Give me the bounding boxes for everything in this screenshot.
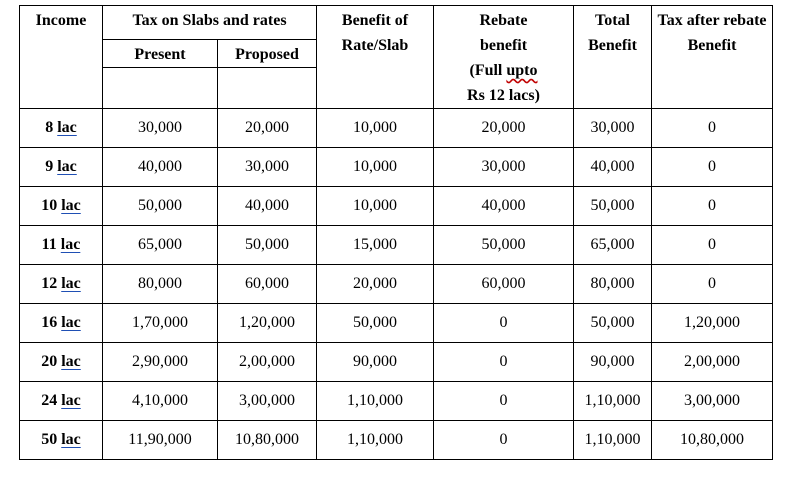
proposed-tax-cell: 2,00,000	[218, 343, 317, 382]
income-unit: lac	[61, 275, 81, 292]
rebate-header-line4: Rs 12 lacs)	[467, 87, 540, 104]
present-tax-cell: 2,90,000	[103, 343, 218, 382]
present-tax-cell: 1,70,000	[103, 304, 218, 343]
table-row	[20, 148, 773, 187]
benefit-cell: 50,000	[317, 304, 434, 343]
present-tax-cell: 40,000	[103, 148, 218, 187]
tax-after-cell: 0	[652, 226, 773, 265]
tax-after-rebate-header: Tax after rebate Benefit	[652, 6, 773, 109]
tax-after-cell: 0	[652, 187, 773, 226]
table-row	[20, 304, 773, 343]
income-amount: 11	[41, 236, 57, 253]
proposed-tax-cell: 1,20,000	[218, 304, 317, 343]
income-amount: 24	[41, 392, 58, 409]
tax-after-cell: 2,00,000	[652, 343, 773, 382]
rebate-cell: 0	[434, 304, 574, 343]
rebate-header-line3b: upto	[506, 62, 538, 79]
total-benefit-cell: 50,000	[574, 304, 652, 343]
tax-slabs-header: Tax on Slabs and rates	[103, 6, 317, 40]
table-row	[20, 343, 773, 382]
table-row	[20, 382, 773, 421]
tax-comparison-table	[19, 5, 773, 460]
present-subheader-spacer	[103, 68, 218, 109]
income-unit: lac	[61, 392, 81, 409]
rebate-cell: 0	[434, 343, 574, 382]
total-benefit-header: Total Benefit	[574, 6, 652, 109]
income-amount: 8	[45, 119, 54, 136]
income-cell	[20, 109, 103, 148]
rebate-cell: 40,000	[434, 187, 574, 226]
table-row	[20, 109, 773, 148]
tax-after-cell: 0	[652, 265, 773, 304]
tax-after-cell: 0	[652, 109, 773, 148]
income-cell	[20, 265, 103, 304]
total-benefit-cell: 40,000	[574, 148, 652, 187]
rebate-benefit-header	[434, 6, 574, 109]
table-row	[20, 226, 773, 265]
income-cell	[20, 187, 103, 226]
benefit-cell: 10,000	[317, 187, 434, 226]
proposed-tax-cell: 40,000	[218, 187, 317, 226]
income-cell	[20, 421, 103, 460]
income-unit: lac	[57, 158, 77, 175]
income-cell	[20, 382, 103, 421]
income-amount: 12	[41, 275, 58, 292]
present-tax-cell: 30,000	[103, 109, 218, 148]
rebate-header-line1: Rebate	[479, 12, 528, 29]
income-unit: lac	[61, 314, 81, 331]
proposed-tax-cell: 3,00,000	[218, 382, 317, 421]
income-unit: lac	[61, 197, 81, 214]
income-unit: lac	[61, 431, 81, 448]
total-benefit-cell: 1,10,000	[574, 421, 652, 460]
present-tax-cell: 65,000	[103, 226, 218, 265]
benefit-cell: 15,000	[317, 226, 434, 265]
rebate-cell: 30,000	[434, 148, 574, 187]
income-amount: 20	[41, 353, 58, 370]
rebate-cell: 50,000	[434, 226, 574, 265]
proposed-subheader-spacer	[218, 68, 317, 109]
benefit-cell: 10,000	[317, 148, 434, 187]
tax-comparison-table-container	[19, 5, 772, 460]
total-benefit-cell: 30,000	[574, 109, 652, 148]
proposed-tax-cell: 10,80,000	[218, 421, 317, 460]
income-amount: 10	[41, 197, 58, 214]
present-tax-cell: 80,000	[103, 265, 218, 304]
income-cell	[20, 304, 103, 343]
benefit-cell: 10,000	[317, 109, 434, 148]
total-benefit-cell: 65,000	[574, 226, 652, 265]
rebate-cell: 0	[434, 421, 574, 460]
benefit-rate-slab-header: Benefit of Rate/Slab	[317, 6, 434, 109]
income-amount: 16	[41, 314, 58, 331]
benefit-cell: 90,000	[317, 343, 434, 382]
present-tax-cell: 11,90,000	[103, 421, 218, 460]
tax-after-cell: 0	[652, 148, 773, 187]
proposed-tax-cell: 20,000	[218, 109, 317, 148]
income-unit: lac	[61, 353, 81, 370]
proposed-tax-cell: 30,000	[218, 148, 317, 187]
tax-after-cell: 10,80,000	[652, 421, 773, 460]
rebate-cell: 20,000	[434, 109, 574, 148]
income-amount: 9	[45, 158, 54, 175]
rebate-cell: 60,000	[434, 265, 574, 304]
table-row	[20, 265, 773, 304]
income-unit: lac	[60, 236, 81, 253]
proposed-tax-cell: 50,000	[218, 226, 317, 265]
table-row	[20, 187, 773, 226]
proposed-tax-cell: 60,000	[218, 265, 317, 304]
total-benefit-cell: 90,000	[574, 343, 652, 382]
total-benefit-cell: 80,000	[574, 265, 652, 304]
rebate-cell: 0	[434, 382, 574, 421]
proposed-subheader: Proposed	[218, 40, 317, 68]
total-benefit-cell: 1,10,000	[574, 382, 652, 421]
benefit-cell: 1,10,000	[317, 421, 434, 460]
present-subheader: Present	[103, 40, 218, 68]
income-unit: lac	[57, 119, 77, 136]
income-header: Income	[20, 6, 103, 109]
present-tax-cell: 50,000	[103, 187, 218, 226]
total-benefit-cell: 50,000	[574, 187, 652, 226]
income-cell	[20, 343, 103, 382]
benefit-cell: 1,10,000	[317, 382, 434, 421]
tax-after-cell: 1,20,000	[652, 304, 773, 343]
rebate-header-line2: benefit	[479, 37, 528, 54]
income-amount: 50	[41, 431, 58, 448]
present-tax-cell: 4,10,000	[103, 382, 218, 421]
income-cell	[20, 148, 103, 187]
tax-after-cell: 3,00,000	[652, 382, 773, 421]
table-row	[20, 421, 773, 460]
rebate-header-line3a: (Full	[469, 62, 507, 79]
income-cell	[20, 226, 103, 265]
benefit-cell: 20,000	[317, 265, 434, 304]
